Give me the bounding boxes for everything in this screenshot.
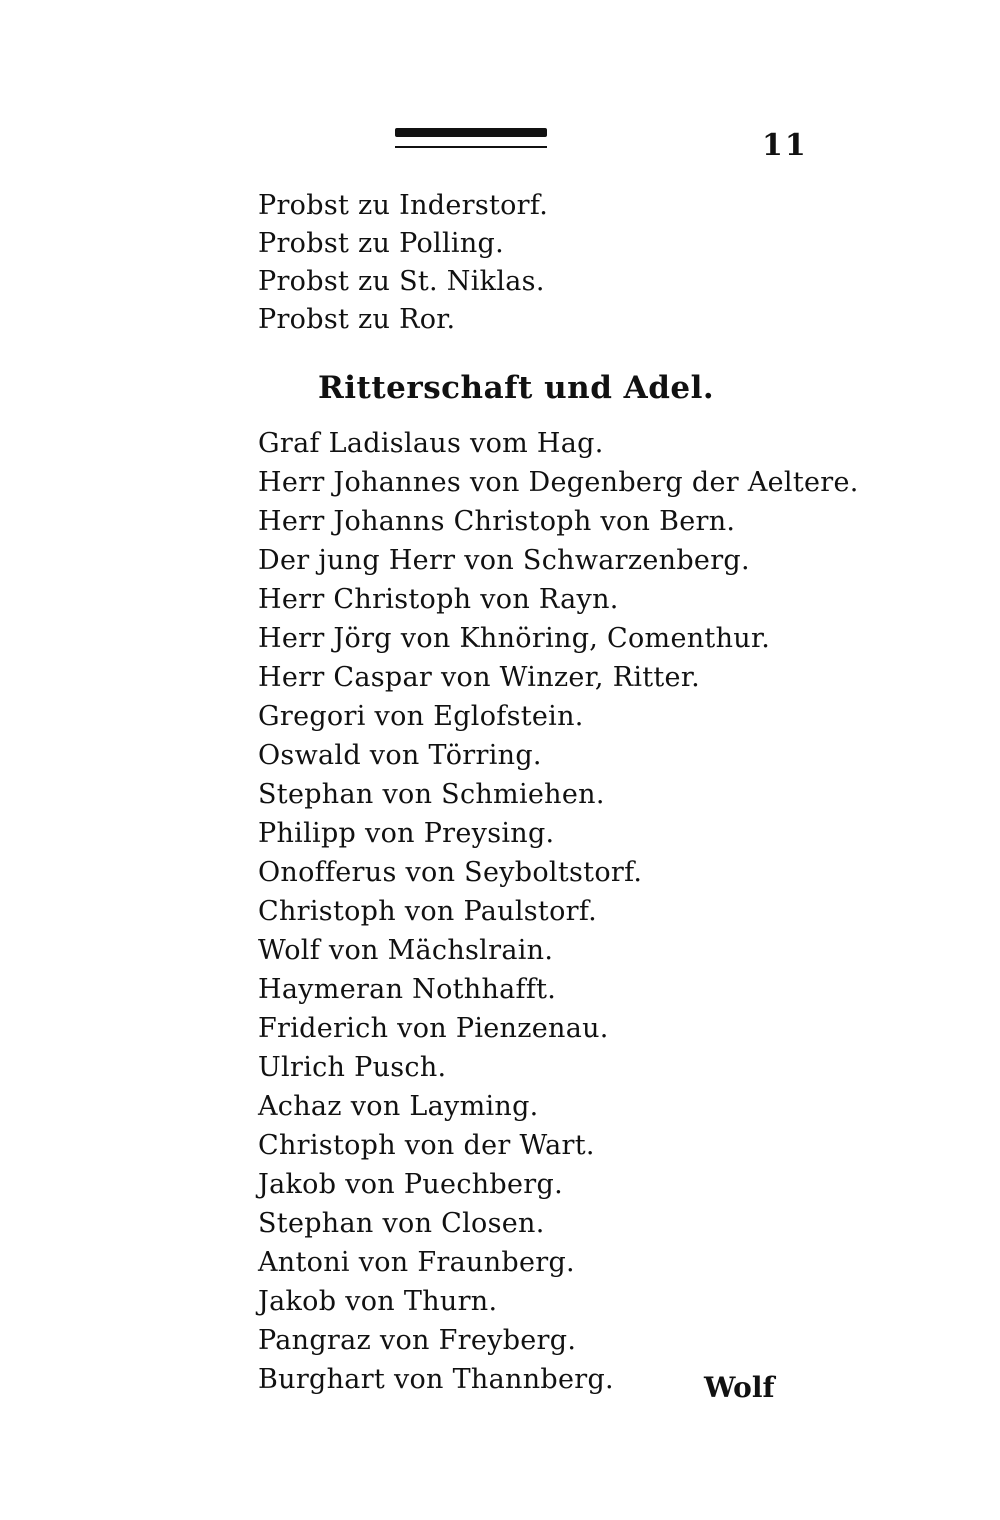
noble-entry: Herr Johannes von Degenberg der Aeltere.: [258, 467, 859, 498]
noble-entry: Pangraz von Freyberg.: [258, 1325, 577, 1356]
noble-entry: Herr Johanns Christoph von Bern.: [258, 506, 736, 537]
section-heading: Ritterschaft und Adel.: [318, 370, 715, 406]
noble-entry: Ulrich Pusch.: [258, 1052, 447, 1083]
page-number: 11: [762, 128, 808, 163]
header-rule-thin: [395, 146, 547, 148]
noble-entry: Wolf von Mächslrain.: [258, 935, 554, 966]
noble-entry: Christoph von Paulstorf.: [258, 896, 598, 927]
noble-entry: Achaz von Layming.: [258, 1091, 539, 1122]
noble-entry: Friderich von Pienzenau.: [258, 1013, 609, 1044]
noble-entry: Herr Christoph von Rayn.: [258, 584, 619, 615]
noble-entry: Antoni von Fraunberg.: [258, 1247, 575, 1278]
noble-entry: Jakob von Thurn.: [258, 1286, 498, 1317]
provost-line: Probst zu Inderstorf.: [258, 190, 549, 221]
catchword: Wolf: [704, 1371, 775, 1404]
noble-entry: Philipp von Preysing.: [258, 818, 555, 849]
provost-line: Probst zu St. Niklas.: [258, 266, 545, 297]
noble-entry: Der jung Herr von Schwarzenberg.: [258, 545, 750, 576]
noble-entry: Haymeran Nothhafft.: [258, 974, 557, 1005]
header-rule: [395, 128, 547, 148]
header-rule-thick: [395, 128, 547, 137]
noble-entry: Stephan von Closen.: [258, 1208, 545, 1239]
noble-entry: Christoph von der Wart.: [258, 1130, 595, 1161]
noble-entry: Burghart von Thannberg.: [258, 1364, 614, 1395]
noble-entry: Oswald von Törring.: [258, 740, 542, 771]
noble-entry: Herr Jörg von Khnöring, Comenthur.: [258, 623, 771, 654]
noble-entry: Onofferus von Seyboltstorf.: [258, 857, 643, 888]
noble-entry: Gregori von Eglofstein.: [258, 701, 584, 732]
provost-line: Probst zu Polling.: [258, 228, 504, 259]
noble-entry: Herr Caspar von Winzer, Ritter.: [258, 662, 700, 693]
provost-line: Probst zu Ror.: [258, 304, 456, 335]
noble-entry: Stephan von Schmiehen.: [258, 779, 605, 810]
noble-entry: Graf Ladislaus vom Hag.: [258, 428, 604, 459]
noble-entry: Jakob von Puechberg.: [258, 1169, 563, 1200]
